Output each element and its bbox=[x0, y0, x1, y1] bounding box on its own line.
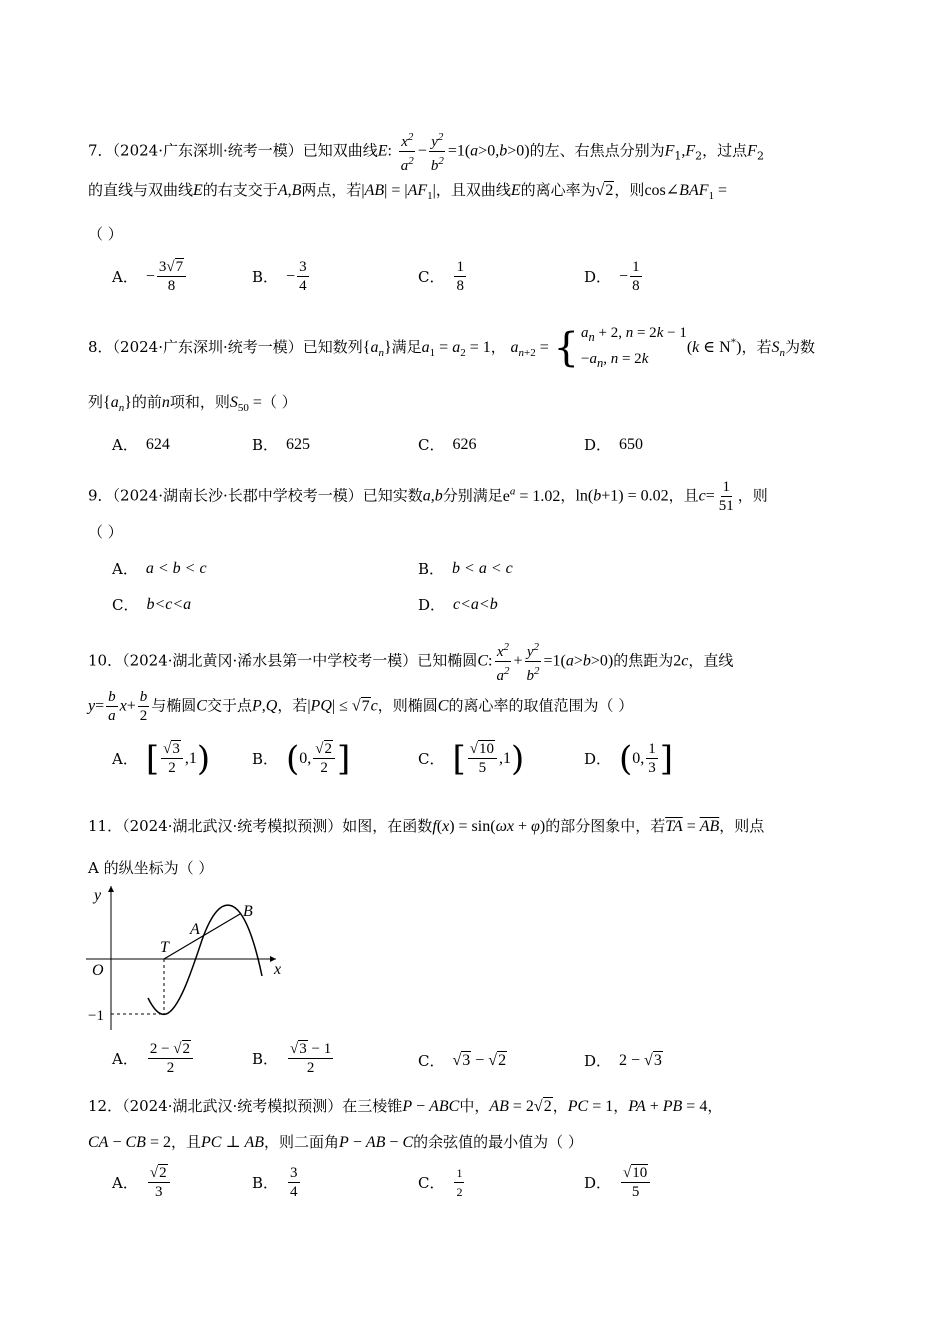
q11-option-c[interactable]: C． √3 − √2 bbox=[418, 1051, 507, 1070]
q11-function-graph bbox=[84, 880, 294, 1030]
q12-option-b[interactable]: B． $\frac{3}{4}$ bbox=[252, 1165, 298, 1200]
q9-option-c[interactable]: C． b<c<a bbox=[112, 595, 192, 614]
q7-option-b[interactable]: B． − $\frac{3}{4}$ bbox=[252, 259, 307, 294]
sine-curve bbox=[148, 905, 262, 1014]
q10-line2: y= $\frac{b}{a}$ x+ $\frac{b}{2}$ 与椭圆C交于点P,Q，若|PQ| ≤ √7c，则椭圆C的离心率的取值范围为（ ） bbox=[88, 689, 634, 724]
q11-line2: A 的纵坐标为（ ） bbox=[88, 859, 214, 877]
q9-option-a[interactable]: A． a < b < c bbox=[112, 559, 207, 578]
minus-one-label: −1 bbox=[88, 1008, 104, 1024]
q8-option-b[interactable]: B． 625 bbox=[252, 435, 311, 454]
q12-option-d[interactable]: D． $\frac{√10}{5}$ bbox=[584, 1164, 652, 1201]
q12-option-c[interactable]: C． $\frac{1}{2}$ bbox=[418, 1166, 463, 1199]
q11-option-d[interactable]: D． 2 − √3 bbox=[584, 1051, 662, 1070]
q10-line1: 10．（2024·湖北黄冈·浠水县第一中学校考一模）已知椭圆C: $\frac{x^2}{a^2}$ + $\frac{y^2}{b^2}$ =1(a>b>0)的焦距为2c，直线 bbox=[88, 638, 862, 685]
q8-option-a[interactable]: A． 624 bbox=[112, 435, 170, 454]
q10-option-d[interactable]: D． ( 0, $\frac{1}{3}$ ] bbox=[584, 738, 674, 779]
q7-paren: （ ） bbox=[88, 225, 123, 243]
q9-line1: 9．（2024·湖南长沙·长郡中学校考一模）已知实数a,b分别满足$e^a = 1.02$，ln(b+1) = 0.02，且c= $\frac{1}{51}$ ，则 bbox=[88, 479, 768, 514]
q7-line1: 7．（2024·广东深圳·统考一模）已知双曲线E: $\frac{x^2}{a^2}$ − $\frac{y^2}{b^2}$ =1(a>0,b>0)的左、右焦点分别为$F_1,F_2$，过点$F_2$ bbox=[88, 128, 862, 175]
q9-option-b[interactable]: B． b < a < c bbox=[418, 559, 513, 578]
q9-option-d[interactable]: D． c<a<b bbox=[418, 595, 498, 614]
q12-line2: CA − CB = 2，且PC ⊥ AB，则二面角P − AB − C的余弦值的最小值为（ ） bbox=[88, 1133, 583, 1151]
q7-option-d[interactable]: D． − $\frac{1}{8}$ bbox=[584, 259, 640, 294]
q11-line1: 11．（2024·湖北武汉·统考模拟预测）如图，在函数f(x) = sin(ωx + φ)的部分图象中，若$\overline{TA} = \overline{AB}$，则点 bbox=[88, 817, 765, 835]
q7-line2: 的直线与双曲线E的右支交于A,B两点，若$|AB| = |AF_1|$，且双曲线E的离心率为√2，则$\cos\angle BAF_1$ = bbox=[88, 181, 728, 203]
x-label: x bbox=[274, 961, 282, 978]
q11-option-b[interactable]: B． $\frac{√3 - 1}{2}$ bbox=[252, 1041, 332, 1076]
b-label: B bbox=[243, 903, 253, 920]
q9-paren: （ ） bbox=[88, 523, 123, 541]
q7-option-c[interactable]: C． $\frac{1}{8}$ bbox=[418, 259, 464, 294]
q11-option-a[interactable]: A． $\frac{2 - √2}{2}$ bbox=[112, 1040, 195, 1077]
q12-option-a[interactable]: A． $\frac{√2}{3}$ bbox=[112, 1164, 172, 1201]
y-label: y bbox=[94, 887, 102, 904]
q8-line1: 8．（2024·广东深圳·统考一模）已知数列$\{a_n\}$满足$a_1 = a_2 = 1$， $a_{n+2}$ = { $a_n + 2$, n = 2k − 1 $-a_n$, n = 2k (k ∈ N*)，若$S_n$为数 bbox=[88, 325, 816, 371]
q10-option-c[interactable]: C． [ $\frac{√10}{5}$ ,1 ) bbox=[418, 738, 525, 779]
q8-option-c[interactable]: C． 626 bbox=[418, 435, 477, 454]
q10-option-a[interactable]: A． [ $\frac{√3}{2}$ ,1 ) bbox=[112, 738, 211, 779]
q12-line1: 12．（2024·湖北武汉·统考模拟预测）在三棱锥P − ABC中，AB = 2√2，PC = 1，PA + PB = 4， bbox=[88, 1097, 723, 1115]
q10-option-b[interactable]: B． ( 0, $\frac{√2}{2}$ ] bbox=[252, 738, 351, 779]
q8-option-d[interactable]: D． 650 bbox=[584, 435, 644, 454]
segment-tb bbox=[164, 914, 240, 959]
q8-line2: 列$\{a_n\}$的前n项和，则$S_{50}$ =（ ） bbox=[88, 393, 297, 415]
t-label: T bbox=[160, 939, 169, 956]
q7-option-a[interactable]: A． − $\frac{3√7}{8}$ bbox=[112, 258, 188, 295]
a-label: A bbox=[190, 921, 200, 938]
origin-label: O bbox=[92, 962, 104, 979]
